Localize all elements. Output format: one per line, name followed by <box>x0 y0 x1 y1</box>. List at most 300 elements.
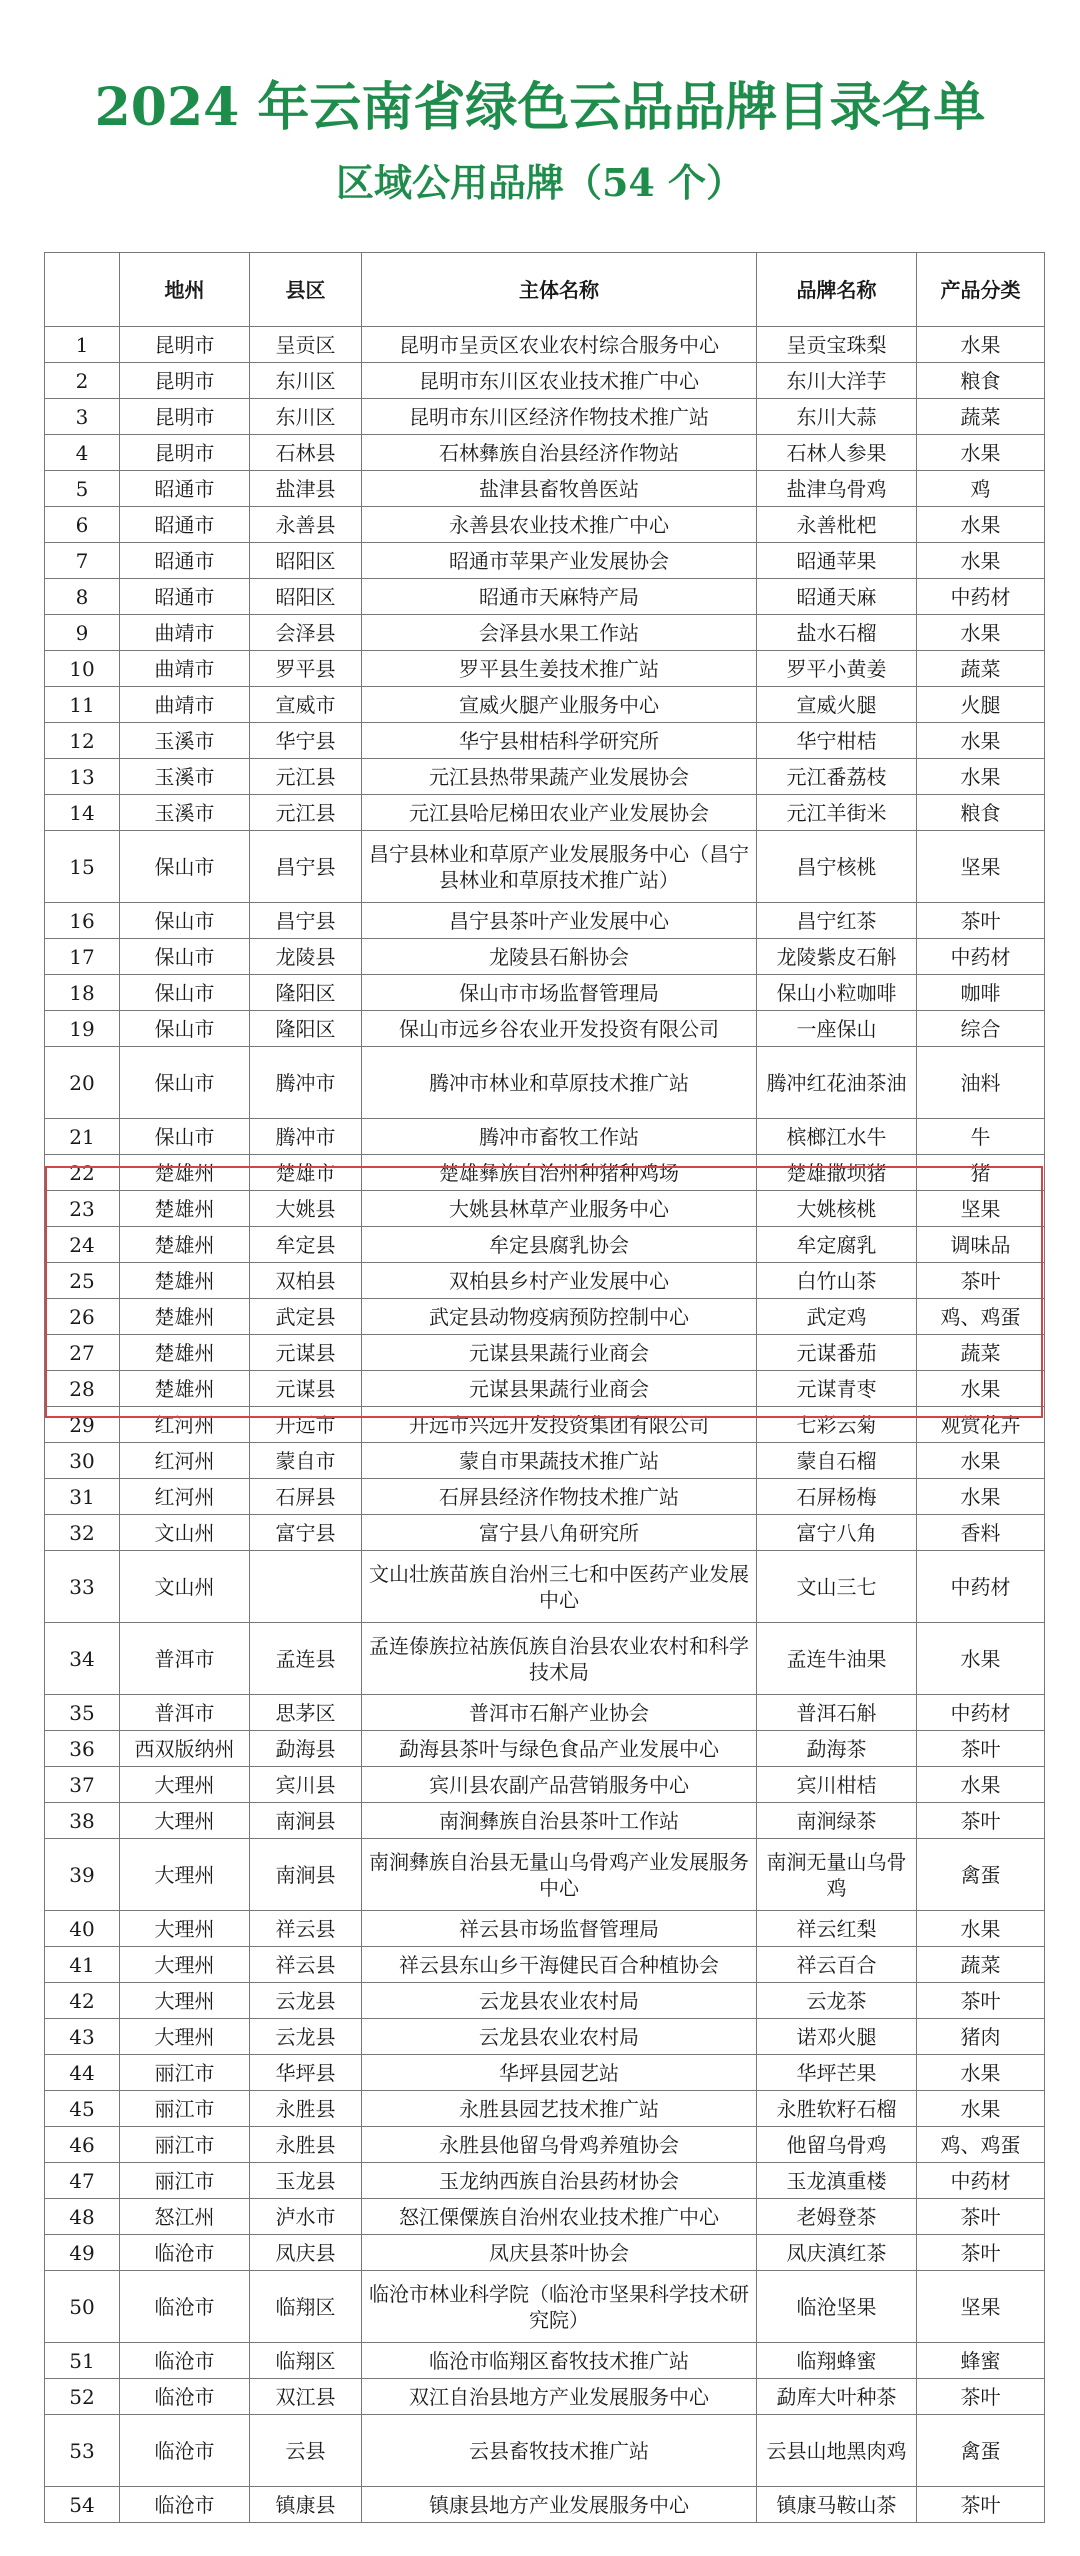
cell-entity: 镇康县地方产业发展服务中心 <box>362 2487 757 2523</box>
cell-brand: 盐水石榴 <box>757 615 917 651</box>
cell-county: 会泽县 <box>250 615 362 651</box>
cell-county: 思茅区 <box>250 1695 362 1731</box>
header-index <box>45 253 120 327</box>
cell-brand: 云龙茶 <box>757 1983 917 2019</box>
cell-county: 龙陵县 <box>250 939 362 975</box>
cell-index: 21 <box>45 1119 120 1155</box>
cell-brand: 一座保山 <box>757 1011 917 1047</box>
cell-prefecture: 楚雄州 <box>120 1299 250 1335</box>
cell-category: 水果 <box>917 2055 1045 2091</box>
cell-brand: 宣威火腿 <box>757 687 917 723</box>
cell-prefecture: 楚雄州 <box>120 1155 250 1191</box>
cell-category: 水果 <box>917 1479 1045 1515</box>
cell-brand: 元江羊街米 <box>757 795 917 831</box>
cell-county: 勐海县 <box>250 1731 362 1767</box>
table-row <box>45 1371 1045 1407</box>
cell-category: 蜂蜜 <box>917 2343 1045 2379</box>
table-row <box>45 831 1045 903</box>
cell-category: 中药材 <box>917 1695 1045 1731</box>
cell-county: 东川区 <box>250 399 362 435</box>
cell-index: 31 <box>45 1479 120 1515</box>
cell-prefecture: 临沧市 <box>120 2487 250 2523</box>
table-row <box>45 1227 1045 1263</box>
cell-brand: 华宁柑桔 <box>757 723 917 759</box>
cell-county: 华坪县 <box>250 2055 362 2091</box>
cell-entity: 孟连傣族拉祜族佤族自治县农业农村和科学技术局 <box>362 1623 757 1695</box>
cell-index: 48 <box>45 2199 120 2235</box>
cell-index: 2 <box>45 363 120 399</box>
cell-prefecture: 保山市 <box>120 1119 250 1155</box>
table-row <box>45 363 1045 399</box>
cell-entity: 会泽县水果工作站 <box>362 615 757 651</box>
cell-entity: 罗平县生姜技术推广站 <box>362 651 757 687</box>
cell-index: 1 <box>45 327 120 363</box>
table-row <box>45 399 1045 435</box>
cell-category: 蔬菜 <box>917 399 1045 435</box>
cell-county: 盐津县 <box>250 471 362 507</box>
cell-prefecture: 昆明市 <box>120 363 250 399</box>
cell-category: 坚果 <box>917 1191 1045 1227</box>
cell-index: 29 <box>45 1407 120 1443</box>
cell-category: 中药材 <box>917 579 1045 615</box>
cell-entity: 元江县哈尼梯田农业产业发展协会 <box>362 795 757 831</box>
cell-brand: 文山三七 <box>757 1551 917 1623</box>
cell-brand: 槟榔江水牛 <box>757 1119 917 1155</box>
cell-county: 昭阳区 <box>250 543 362 579</box>
cell-county: 昌宁县 <box>250 903 362 939</box>
cell-entity: 云县畜牧技术推广站 <box>362 2415 757 2487</box>
cell-prefecture: 临沧市 <box>120 2415 250 2487</box>
cell-brand: 祥云百合 <box>757 1947 917 1983</box>
cell-entity: 云龙县农业农村局 <box>362 2019 757 2055</box>
cell-brand: 凤庆滇红茶 <box>757 2235 917 2271</box>
table-row <box>45 2091 1045 2127</box>
cell-entity: 武定县动物疫病预防控制中心 <box>362 1299 757 1335</box>
cell-category: 水果 <box>917 1767 1045 1803</box>
table-row <box>45 2271 1045 2343</box>
cell-category: 茶叶 <box>917 1803 1045 1839</box>
cell-brand: 东川大蒜 <box>757 399 917 435</box>
cell-index: 53 <box>45 2415 120 2487</box>
cell-brand: 大姚核桃 <box>757 1191 917 1227</box>
cell-index: 42 <box>45 1983 120 2019</box>
cell-county: 蒙自市 <box>250 1443 362 1479</box>
cell-entity: 牟定县腐乳协会 <box>362 1227 757 1263</box>
cell-index: 20 <box>45 1047 120 1119</box>
cell-entity: 昌宁县林业和草原产业发展服务中心（昌宁县林业和草原技术推广站） <box>362 831 757 903</box>
cell-county: 孟连县 <box>250 1623 362 1695</box>
cell-prefecture: 曲靖市 <box>120 615 250 651</box>
cell-prefecture: 红河州 <box>120 1407 250 1443</box>
cell-entity: 勐海县茶叶与绿色食品产业发展中心 <box>362 1731 757 1767</box>
cell-prefecture: 楚雄州 <box>120 1371 250 1407</box>
cell-brand: 武定鸡 <box>757 1299 917 1335</box>
cell-category: 茶叶 <box>917 1263 1045 1299</box>
header-brand: 品牌名称 <box>757 253 917 327</box>
cell-category: 坚果 <box>917 2271 1045 2343</box>
cell-prefecture: 昆明市 <box>120 399 250 435</box>
cell-county: 永善县 <box>250 507 362 543</box>
cell-index: 4 <box>45 435 120 471</box>
cell-entity: 元江县热带果蔬产业发展协会 <box>362 759 757 795</box>
cell-index: 26 <box>45 1299 120 1335</box>
cell-county: 昭阳区 <box>250 579 362 615</box>
cell-prefecture: 丽江市 <box>120 2163 250 2199</box>
table-row <box>45 1551 1045 1623</box>
table-body <box>45 327 1045 2523</box>
cell-entity: 华坪县园艺站 <box>362 2055 757 2091</box>
cell-index: 43 <box>45 2019 120 2055</box>
cell-index: 16 <box>45 903 120 939</box>
cell-index: 7 <box>45 543 120 579</box>
table-row <box>45 1767 1045 1803</box>
cell-county: 元谋县 <box>250 1335 362 1371</box>
table-row <box>45 1443 1045 1479</box>
table-row <box>45 2235 1045 2271</box>
cell-brand: 祥云红梨 <box>757 1911 917 1947</box>
cell-prefecture: 大理州 <box>120 2019 250 2055</box>
table-row <box>45 1047 1045 1119</box>
cell-prefecture: 保山市 <box>120 1047 250 1119</box>
cell-index: 41 <box>45 1947 120 1983</box>
cell-entity: 龙陵县石斛协会 <box>362 939 757 975</box>
cell-prefecture: 大理州 <box>120 1947 250 1983</box>
cell-index: 10 <box>45 651 120 687</box>
cell-category: 水果 <box>917 1623 1045 1695</box>
cell-category: 水果 <box>917 435 1045 471</box>
cell-county: 隆阳区 <box>250 1011 362 1047</box>
cell-prefecture: 楚雄州 <box>120 1227 250 1263</box>
cell-entity: 保山市市场监督管理局 <box>362 975 757 1011</box>
cell-index: 35 <box>45 1695 120 1731</box>
cell-prefecture: 大理州 <box>120 1767 250 1803</box>
cell-index: 33 <box>45 1551 120 1623</box>
table-row <box>45 687 1045 723</box>
cell-entity: 南涧彝族自治县无量山乌骨鸡产业发展服务中心 <box>362 1839 757 1911</box>
header-county: 县区 <box>250 253 362 327</box>
cell-prefecture: 文山州 <box>120 1515 250 1551</box>
table-row <box>45 1299 1045 1335</box>
table-row <box>45 2487 1045 2523</box>
table-row <box>45 507 1045 543</box>
cell-county: 双江县 <box>250 2379 362 2415</box>
cell-brand: 蒙自石榴 <box>757 1443 917 1479</box>
cell-brand: 临沧坚果 <box>757 2271 917 2343</box>
table-row <box>45 1983 1045 2019</box>
cell-prefecture: 玉溪市 <box>120 723 250 759</box>
header-category: 产品分类 <box>917 253 1045 327</box>
cell-prefecture: 楚雄州 <box>120 1263 250 1299</box>
table-row <box>45 2055 1045 2091</box>
cell-entity: 宾川县农副产品营销服务中心 <box>362 1767 757 1803</box>
cell-brand: 石林人参果 <box>757 435 917 471</box>
table-row <box>45 1263 1045 1299</box>
cell-index: 14 <box>45 795 120 831</box>
cell-county: 永胜县 <box>250 2091 362 2127</box>
cell-entity: 双江自治县地方产业发展服务中心 <box>362 2379 757 2415</box>
cell-category: 水果 <box>917 1911 1045 1947</box>
cell-category: 水果 <box>917 723 1045 759</box>
cell-brand: 昭通苹果 <box>757 543 917 579</box>
cell-prefecture: 临沧市 <box>120 2235 250 2271</box>
cell-category: 水果 <box>917 543 1045 579</box>
header-prefecture: 地州 <box>120 253 250 327</box>
cell-index: 13 <box>45 759 120 795</box>
cell-entity: 元谋县果蔬行业商会 <box>362 1335 757 1371</box>
cell-index: 51 <box>45 2343 120 2379</box>
cell-county <box>250 1551 362 1623</box>
cell-entity: 文山壮族苗族自治州三七和中医药产业发展中心 <box>362 1551 757 1623</box>
table-row <box>45 975 1045 1011</box>
cell-county: 泸水市 <box>250 2199 362 2235</box>
cell-prefecture: 西双版纳州 <box>120 1731 250 1767</box>
cell-prefecture: 昆明市 <box>120 435 250 471</box>
cell-county: 腾冲市 <box>250 1119 362 1155</box>
cell-prefecture: 临沧市 <box>120 2379 250 2415</box>
cell-brand: 永善枇杷 <box>757 507 917 543</box>
cell-county: 富宁县 <box>250 1515 362 1551</box>
cell-index: 22 <box>45 1155 120 1191</box>
cell-index: 15 <box>45 831 120 903</box>
cell-prefecture: 楚雄州 <box>120 1191 250 1227</box>
cell-entity: 永善县农业技术推广中心 <box>362 507 757 543</box>
cell-category: 水果 <box>917 615 1045 651</box>
cell-brand: 普洱石斛 <box>757 1695 917 1731</box>
cell-entity: 宣威火腿产业服务中心 <box>362 687 757 723</box>
cell-entity: 玉龙纳西族自治县药材协会 <box>362 2163 757 2199</box>
cell-category: 蔬菜 <box>917 1335 1045 1371</box>
cell-entity: 普洱市石斛产业协会 <box>362 1695 757 1731</box>
cell-prefecture: 保山市 <box>120 903 250 939</box>
cell-prefecture: 临沧市 <box>120 2343 250 2379</box>
table-row <box>45 1407 1045 1443</box>
cell-index: 52 <box>45 2379 120 2415</box>
table-row <box>45 1623 1045 1695</box>
table-row <box>45 939 1045 975</box>
cell-county: 罗平县 <box>250 651 362 687</box>
table-row <box>45 471 1045 507</box>
cell-category: 水果 <box>917 1371 1045 1407</box>
table-row <box>45 903 1045 939</box>
cell-category: 猪肉 <box>917 2019 1045 2055</box>
table-row <box>45 1119 1045 1155</box>
cell-county: 昌宁县 <box>250 831 362 903</box>
cell-brand: 龙陵紫皮石斛 <box>757 939 917 975</box>
cell-index: 44 <box>45 2055 120 2091</box>
cell-county: 石屏县 <box>250 1479 362 1515</box>
cell-brand: 玉龙滇重楼 <box>757 2163 917 2199</box>
table-row <box>45 579 1045 615</box>
cell-index: 3 <box>45 399 120 435</box>
cell-category: 调味品 <box>917 1227 1045 1263</box>
table-row <box>45 1803 1045 1839</box>
cell-category: 鸡 <box>917 471 1045 507</box>
table-row <box>45 435 1045 471</box>
cell-category: 水果 <box>917 507 1045 543</box>
cell-entity: 昆明市呈贡区农业农村综合服务中心 <box>362 327 757 363</box>
cell-entity: 祥云县东山乡干海健民百合种植协会 <box>362 1947 757 1983</box>
cell-prefecture: 红河州 <box>120 1443 250 1479</box>
cell-county: 凤庆县 <box>250 2235 362 2271</box>
cell-index: 8 <box>45 579 120 615</box>
cell-county: 宣威市 <box>250 687 362 723</box>
cell-category: 香料 <box>917 1515 1045 1551</box>
cell-prefecture: 普洱市 <box>120 1623 250 1695</box>
cell-brand: 南涧绿茶 <box>757 1803 917 1839</box>
cell-prefecture: 普洱市 <box>120 1695 250 1731</box>
cell-brand: 罗平小黄姜 <box>757 651 917 687</box>
cell-prefecture: 怒江州 <box>120 2199 250 2235</box>
cell-county: 腾冲市 <box>250 1047 362 1119</box>
cell-county: 元江县 <box>250 795 362 831</box>
table-row <box>45 1695 1045 1731</box>
cell-county: 隆阳区 <box>250 975 362 1011</box>
cell-county: 临翔区 <box>250 2271 362 2343</box>
cell-prefecture: 保山市 <box>120 939 250 975</box>
cell-category: 禽蛋 <box>917 1839 1045 1911</box>
cell-county: 元谋县 <box>250 1371 362 1407</box>
cell-brand: 七彩云菊 <box>757 1407 917 1443</box>
table-row <box>45 2127 1045 2163</box>
cell-brand: 华坪芒果 <box>757 2055 917 2091</box>
cell-category: 水果 <box>917 759 1045 795</box>
cell-brand: 昌宁红茶 <box>757 903 917 939</box>
cell-index: 30 <box>45 1443 120 1479</box>
cell-county: 云龙县 <box>250 2019 362 2055</box>
cell-index: 50 <box>45 2271 120 2343</box>
cell-index: 17 <box>45 939 120 975</box>
cell-entity: 永胜县他留乌骨鸡养殖协会 <box>362 2127 757 2163</box>
cell-entity: 昌宁县茶叶产业发展中心 <box>362 903 757 939</box>
cell-county: 华宁县 <box>250 723 362 759</box>
cell-brand: 昭通天麻 <box>757 579 917 615</box>
page-title: 2024 年云南省绿色云品品牌目录名单 <box>94 77 986 138</box>
cell-prefecture: 临沧市 <box>120 2271 250 2343</box>
cell-prefecture: 大理州 <box>120 1803 250 1839</box>
cell-prefecture: 保山市 <box>120 975 250 1011</box>
cell-county: 永胜县 <box>250 2127 362 2163</box>
cell-county: 石林县 <box>250 435 362 471</box>
cell-brand: 南涧无量山乌骨鸡 <box>757 1839 917 1911</box>
cell-brand: 永胜软籽石榴 <box>757 2091 917 2127</box>
cell-brand: 老姆登茶 <box>757 2199 917 2235</box>
cell-category: 茶叶 <box>917 903 1045 939</box>
cell-county: 元江县 <box>250 759 362 795</box>
cell-entity: 保山市远乡谷农业开发投资有限公司 <box>362 1011 757 1047</box>
cell-index: 40 <box>45 1911 120 1947</box>
table-row <box>45 1479 1045 1515</box>
cell-index: 36 <box>45 1731 120 1767</box>
cell-brand: 盐津乌骨鸡 <box>757 471 917 507</box>
cell-entity: 元谋县果蔬行业商会 <box>362 1371 757 1407</box>
cell-entity: 富宁县八角研究所 <box>362 1515 757 1551</box>
cell-category: 水果 <box>917 327 1045 363</box>
cell-brand: 腾冲红花油茶油 <box>757 1047 917 1119</box>
cell-category: 粮食 <box>917 795 1045 831</box>
table-row <box>45 2379 1045 2415</box>
page-subtitle: 区域公用品牌（54 个） <box>335 160 745 205</box>
cell-brand: 元谋番茄 <box>757 1335 917 1371</box>
cell-entity: 云龙县农业农村局 <box>362 1983 757 2019</box>
cell-index: 45 <box>45 2091 120 2127</box>
table-row <box>45 1947 1045 1983</box>
table-row <box>45 1515 1045 1551</box>
cell-entity: 昆明市东川区农业技术推广中心 <box>362 363 757 399</box>
cell-prefecture: 保山市 <box>120 831 250 903</box>
table-row <box>45 759 1045 795</box>
cell-entity: 祥云县市场监督管理局 <box>362 1911 757 1947</box>
cell-entity: 开远市兴远开发投资集团有限公司 <box>362 1407 757 1443</box>
cell-county: 祥云县 <box>250 1947 362 1983</box>
cell-index: 28 <box>45 1371 120 1407</box>
cell-entity: 石屏县经济作物技术推广站 <box>362 1479 757 1515</box>
cell-index: 39 <box>45 1839 120 1911</box>
cell-brand: 他留乌骨鸡 <box>757 2127 917 2163</box>
cell-brand: 云县山地黑肉鸡 <box>757 2415 917 2487</box>
cell-category: 粮食 <box>917 363 1045 399</box>
cell-brand: 富宁八角 <box>757 1515 917 1551</box>
cell-category: 鸡、鸡蛋 <box>917 1299 1045 1335</box>
cell-index: 19 <box>45 1011 120 1047</box>
cell-prefecture: 昆明市 <box>120 327 250 363</box>
cell-category: 坚果 <box>917 831 1045 903</box>
cell-prefecture: 昭通市 <box>120 579 250 615</box>
cell-county: 双柏县 <box>250 1263 362 1299</box>
cell-entity: 盐津县畜牧兽医站 <box>362 471 757 507</box>
cell-brand: 牟定腐乳 <box>757 1227 917 1263</box>
cell-category: 蔬菜 <box>917 1947 1045 1983</box>
table-row <box>45 2163 1045 2199</box>
cell-entity: 蒙自市果蔬技术推广站 <box>362 1443 757 1479</box>
cell-county: 祥云县 <box>250 1911 362 1947</box>
brand-table <box>44 252 1045 2523</box>
cell-prefecture: 保山市 <box>120 1011 250 1047</box>
table-row <box>45 1155 1045 1191</box>
cell-index: 49 <box>45 2235 120 2271</box>
cell-index: 38 <box>45 1803 120 1839</box>
header-entity: 主体名称 <box>362 253 757 327</box>
cell-category: 猪 <box>917 1155 1045 1191</box>
cell-brand: 元谋青枣 <box>757 1371 917 1407</box>
cell-brand: 勐库大叶种茶 <box>757 2379 917 2415</box>
cell-category: 中药材 <box>917 939 1045 975</box>
cell-county: 东川区 <box>250 363 362 399</box>
cell-entity: 昭通市天麻特产局 <box>362 579 757 615</box>
header-row <box>45 253 1045 327</box>
cell-prefecture: 玉溪市 <box>120 759 250 795</box>
cell-entity: 石林彝族自治县经济作物站 <box>362 435 757 471</box>
table-row <box>45 327 1045 363</box>
cell-entity: 腾冲市林业和草原技术推广站 <box>362 1047 757 1119</box>
cell-index: 34 <box>45 1623 120 1695</box>
cell-prefecture: 曲靖市 <box>120 687 250 723</box>
cell-index: 46 <box>45 2127 120 2163</box>
cell-brand: 宾川柑桔 <box>757 1767 917 1803</box>
cell-index: 24 <box>45 1227 120 1263</box>
cell-entity: 怒江傈僳族自治州农业技术推广中心 <box>362 2199 757 2235</box>
cell-index: 47 <box>45 2163 120 2199</box>
table-row <box>45 2343 1045 2379</box>
cell-category: 中药材 <box>917 1551 1045 1623</box>
cell-county: 大姚县 <box>250 1191 362 1227</box>
cell-prefecture: 丽江市 <box>120 2055 250 2091</box>
cell-entity: 南涧彝族自治县茶叶工作站 <box>362 1803 757 1839</box>
table-header <box>45 253 1045 327</box>
table-row <box>45 2019 1045 2055</box>
cell-prefecture: 丽江市 <box>120 2091 250 2127</box>
cell-index: 32 <box>45 1515 120 1551</box>
cell-county: 开远市 <box>250 1407 362 1443</box>
